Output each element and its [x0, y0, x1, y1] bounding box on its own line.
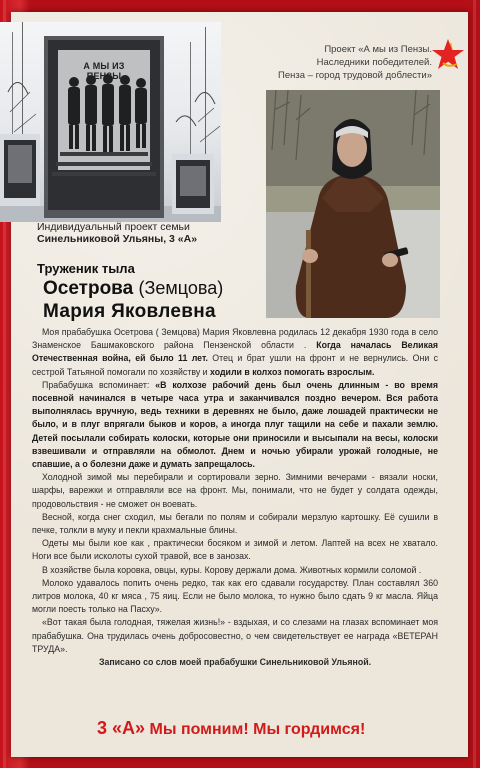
story-text-span: Отец и брат ушли на фронт и не вернулись. Они с сестрой Татьяной помогали по хозяйству и — [32, 353, 438, 377]
story-signature: Записано со слов моей прабабушки Синельниковой Ульяной. — [98, 657, 372, 668]
story-paragraph: В хозяйстве была коровка, овцы, куры. Корову держали дома. Животных кормили соломой . — [42, 564, 422, 575]
story-text — [32, 326, 438, 669]
story-paragraph: Одеты мы были кое как , практически босяком и зимой и летом. Лаптей на всех не хватало. Ноги все были исколоты сухой травой, все в занозах. — [32, 538, 438, 562]
project-title-line: Пенза – город трудовой доблести» — [278, 70, 432, 81]
memorial-banner-text: А МЫ ИЗ ПЕНЗЫ — [83, 61, 125, 81]
story-bold-span: Когда началась Великая Отечественная война, ей было 11 лет. — [32, 340, 439, 364]
story-paragraph — [32, 326, 438, 379]
author-label — [37, 221, 197, 245]
story-bold-span: «В колхозе рабочий день был очень длинным - во время посевной начинался в четыре часа утра и заканчивался поздно вечером. Вся работа выполнялась вручную, ведь техники в деревнях не было, даже лошадей практически не было, и в плуг впрягали быков и коров, а иногда плуг тащили на себе и пахали землю. Детей посылали собирать колоски, которые они приносили и высыпали на весы, колоски взвешивали и отправляли на обмолот. Днем и ночью убирали урожай голодные, не спавшие, а о болезни даже и думать запрещалось. — [32, 379, 438, 470]
story-paragraph: Весной, когда снег сходил, мы бегали по полям и собирали мерзлую картошку. Её сушили в печке, толкли в муку и пекли крахмальные блины. — [32, 511, 438, 536]
project-title-line: Наследники победителей. — [316, 57, 432, 68]
memorial-drawing — [0, 22, 221, 222]
author-line: Индивидуальный проект семьи — [37, 221, 190, 233]
maiden-name: (Земцова) — [138, 278, 224, 298]
red-star-icon — [431, 38, 465, 72]
slogan-text: Мы помним! Мы гордимся! — [149, 721, 366, 738]
memorial-photo — [0, 22, 221, 222]
project-title-line: Проект «А мы из Пензы. — [324, 44, 432, 55]
story-paragraph: Холодной зимой мы перебирали и сортировали зерно. Зимними вечерами - вязали носки, шарфы, варежки и отправляли все на фронт. Мы, понимали, что не будет у солдата одежды, продовольствия - не сможет он воевать. — [32, 472, 438, 509]
surname-heading — [43, 278, 223, 300]
story-text-span: Моя прабабушка Осетрова ( Земцова) Мария Яковлевна родилась 12 декабря 1930 года в село Знаменское Башмаковского района Пензенской области . — [32, 327, 438, 351]
footer-slogan — [97, 718, 365, 739]
story-paragraph — [32, 379, 438, 471]
class-label: 3 «А» — [97, 718, 146, 738]
story-text-span: Прабабушка вспоминает: — [42, 379, 156, 390]
grandmother-photo — [266, 90, 440, 318]
surname: Осетрова — [43, 278, 134, 299]
story-paragraph: «Вот такая была голодная, тяжелая жизнь!» - вздыхая, и со слезами на глазах вспоминает моя прабабушка. Она трудилась очень добросовестно, о чем свидетельствует ее награда «ВЕТЕРАН ТРУДА». — [32, 617, 438, 654]
given-names-heading: Мария Яковлевна — [43, 301, 216, 322]
story-paragraph: Молоко удавалось попить очень редко, так как его сдавали государству. План составлял 360 литров молока, 40 кг мяса , 75 яиц. Если не было молока, то нужно было сдать 9 кг масла. Яйца могли поесть только на Пасху». — [32, 577, 438, 615]
author-line: Синельниковой Ульяны, 3 «А» — [37, 233, 198, 245]
story-bold-span: ходили в колхоз помогать взрослым. — [210, 366, 375, 377]
border-stripe — [473, 0, 476, 768]
portrait-drawing — [266, 90, 440, 318]
category-label: Труженик тыла — [37, 261, 135, 276]
project-title — [278, 43, 432, 82]
